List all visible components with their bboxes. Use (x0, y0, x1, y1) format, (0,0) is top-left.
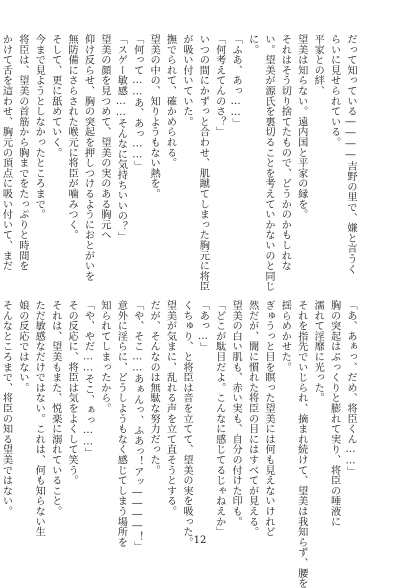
text-line: 「や、やだ……そこ、ぁっ……」 (82, 300, 94, 458)
text-line: 平家との絆、 (312, 34, 324, 96)
text-line: 濡れて淫靡に光った。 (312, 300, 324, 403)
text-line: 「あ、あぁっ、だめ、将臣くん……」 (345, 300, 356, 477)
text-line: 今まで見ようとしなかったところまで。 (33, 34, 45, 220)
text-line: い。望美が源氏を裏切ることを考えていかないのと同じ (262, 34, 274, 292)
text-line: 仰け反らせ、胸の突起を押しつけるようにおとがいを (82, 34, 94, 282)
text-line: 意外に淫らに、どうしようもなく感じてしまう場所を (115, 300, 127, 548)
text-line: その反応に、将臣は気をよくして笑う。 (66, 300, 78, 486)
text-line: 「や、そこ……あぁんっ、ふあっ！アッ――――！」 (131, 300, 143, 552)
text-line: 知られてしまったから。 (98, 300, 110, 414)
text-line: が吸い付いていた。 (180, 34, 192, 127)
text-line: 望美が気まに、乱れる声を立て直そうとする。 (164, 300, 176, 517)
text-line: に。 (246, 34, 258, 55)
page-number: 12 (193, 535, 207, 546)
text-line: らいに見せられている。 (328, 34, 340, 148)
text-line: だが、そんなのは無駄な努力だった。 (148, 300, 160, 476)
text-line: 「あっ…」 (197, 300, 209, 353)
text-line: 無防備にさらされた喉元に将臣が噛みつく。 (66, 34, 78, 240)
text-line: 「ふあ、あっ……」 (230, 34, 242, 129)
text-line: 撫でられて、確かめられる。 (164, 34, 176, 168)
text-line: いつの間にかずっと合わせ、肌蹴てしまった胸元に将臣 (197, 34, 209, 292)
text-line: 「スゲー敏感……そんなに気持ちいいの？」 (115, 34, 127, 242)
text-line: 揺らめかせた。 (279, 300, 291, 373)
text-line: 胸の突起はぷっくりと膨れて実り、将臣の唾液に (328, 300, 340, 527)
text-line: かけて舌を這わせ、胸元の頂点に吸い付いて、まだ (0, 34, 12, 271)
text-line: 望美の中の、知りようもない熱を。 (148, 34, 160, 199)
text-line: そんなところまで、将臣の知る望美ではない。 (0, 300, 12, 517)
text-line: 望美の白い肌も、赤い実も、自分の付けた印も。 (230, 300, 242, 527)
text-line: それは、望美もまた、悦楽に溺れていること。 (49, 300, 61, 517)
text-line: 望美の顔を見つめて、望美の実のある胸元へ (98, 34, 110, 240)
text-line: ただ敏感なだけではない。これは、何も知らない生 (33, 300, 45, 537)
text-line: 将臣は、望美の首筋から胸までをたっぷりと時間を (16, 34, 28, 271)
text-line: 望美は知らない。遠内国と平家の縁を。 (295, 34, 307, 220)
text-line: 「どこが駄目だよ。こんなに感じてるじゃねえか」 (213, 300, 225, 537)
text-line: 「何考えてんのさ？」 (213, 34, 225, 137)
text-line: ぎゅうっと目を瞑った望美には何も見えないけれど (262, 300, 274, 537)
text-line: 然だが、闇に慣れた将臣の目にはすべてが見える。 (246, 300, 258, 537)
text-line: くちゅり、と将臣は音を立てて、望美の実を吸った。 (180, 300, 192, 548)
text-line: それはそう切り捨てたもので、どうかのかもしれな (279, 34, 291, 271)
text-line: だって知っている――――吉野の里で、嫌と言うく (345, 34, 356, 275)
upper-text-block (0, 34, 358, 292)
text-line: 「何って……あ、あっ……」 (131, 34, 143, 172)
text-line: 娘の反応ではない。 (16, 300, 28, 393)
text-line: そして、更に舐めていく。 (49, 34, 61, 158)
text-line: それを指先でいじられ、摘まれ続けて、望美は我知らず、腰を (295, 300, 307, 588)
